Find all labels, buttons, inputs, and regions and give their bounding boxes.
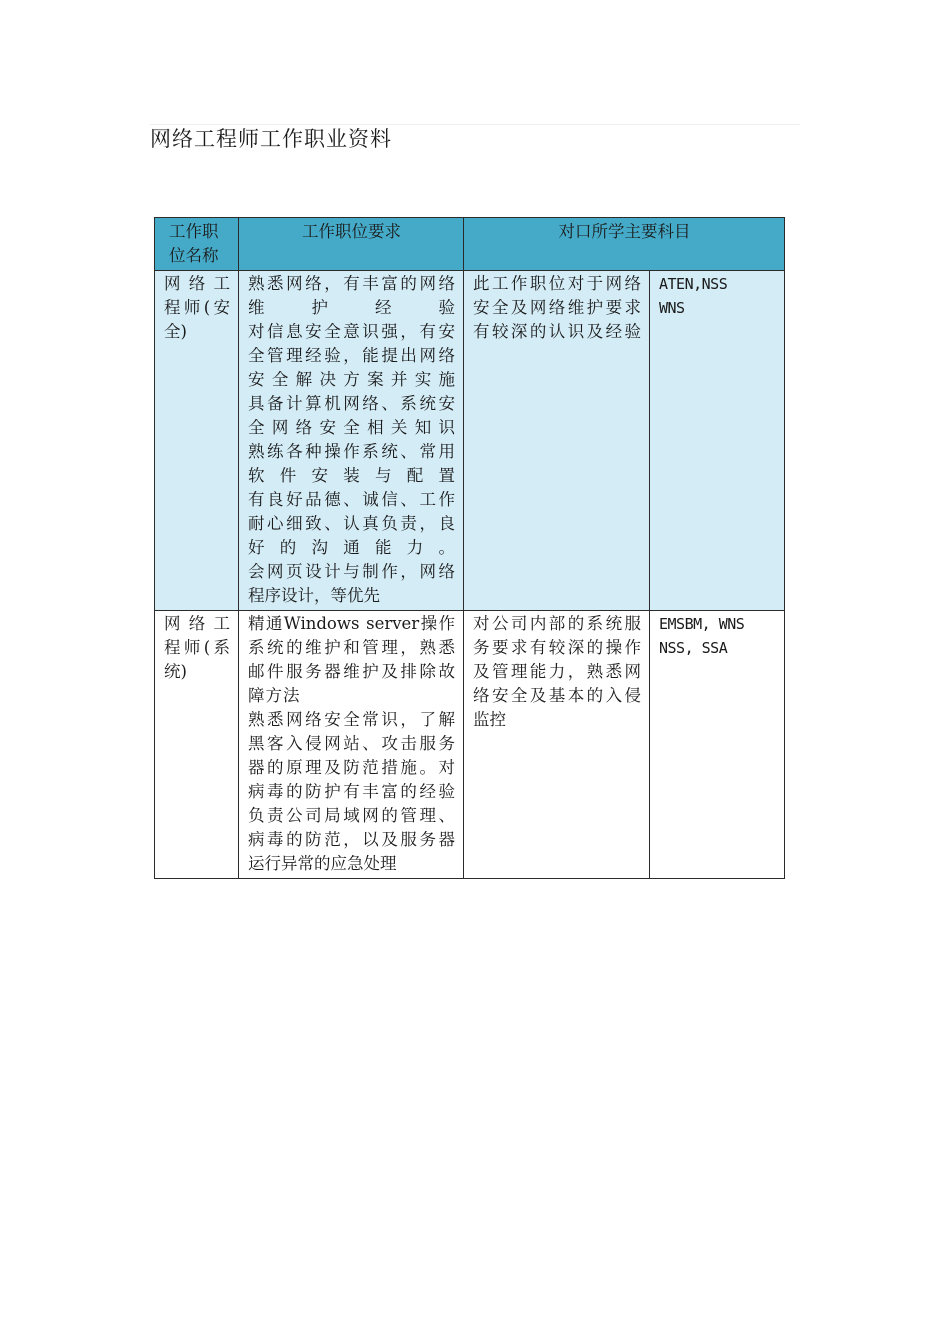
requirement-line: 全管理经验，能提出网络 (248, 346, 455, 365)
subject-codes-line: ATEN,NSS (659, 275, 728, 293)
header-position-name-line: 位名称 (169, 246, 219, 265)
requirements-cell (239, 271, 464, 611)
position-name-line: 程师(安 (164, 298, 230, 317)
requirement-line: 耐心细致、认真负责，良 (248, 514, 455, 533)
requirement-line: 障方法 (248, 686, 301, 705)
position-name-line: 网 络 工 (164, 274, 230, 293)
requirement-line: 熟悉网络，有丰富的网络 (248, 274, 455, 293)
career-table (154, 217, 785, 879)
subject-description-line: 此工作职位对于网络 (473, 274, 641, 293)
position-name-line: 网 络 工 (164, 614, 230, 633)
requirement-line: 全网络安全相关知识 (248, 418, 455, 437)
requirement-line: 程序设计，等优先 (248, 586, 380, 605)
position-name-cell (155, 271, 239, 611)
requirement-line: 系统的维护和管理，熟悉 (248, 638, 455, 657)
subject-description-line: 监控 (473, 710, 506, 729)
position-name-cell (155, 611, 239, 879)
requirement-line: 熟练各种操作系统、常用 (248, 442, 455, 461)
subject-description-line: 络安全及基本的入侵 (473, 686, 641, 705)
table-row (155, 611, 785, 879)
subject-description-cell (464, 611, 650, 879)
requirement-line: 邮件服务器维护及排除故 (248, 662, 455, 681)
subject-description-line: 安全及网络维护要求 (473, 298, 641, 317)
subject-description-line: 对公司内部的系统服 (473, 614, 641, 633)
requirement-line: 病毒的防护有丰富的经验 (248, 782, 455, 801)
subject-description-cell (464, 271, 650, 611)
requirements-cell (239, 611, 464, 879)
subject-codes-line: NSS, SSA (659, 639, 728, 657)
requirement-line: 病毒的防范，以及服务器 (248, 830, 455, 849)
position-name-line: 统) (164, 662, 187, 681)
requirement-line: 安全解决方案并实施 (248, 370, 455, 389)
header-requirements: 工作职位要求 (239, 218, 464, 271)
requirement-line: 熟悉网络安全常识，了解 (248, 710, 455, 729)
table-row (155, 271, 785, 611)
requirement-line: 软件安装与配置 (248, 466, 455, 485)
header-subjects: 对口所学主要科目 (464, 218, 785, 271)
subject-codes-line: EMSBM, WNS (659, 615, 745, 633)
subject-codes-line: WNS (659, 299, 685, 317)
subject-description-line: 务要求有较深的操作 (473, 638, 641, 657)
requirement-line: 黑客入侵网站、攻击服务 (248, 734, 455, 753)
header-position-name-line: 工作职 (169, 222, 219, 241)
document-title: 网络工程师工作职业资料 (150, 127, 392, 151)
requirement-line: 精通Windows server操作 (248, 614, 455, 633)
subject-description-line: 有较深的认识及经验 (473, 322, 641, 341)
requirement-line: 好的沟通能力。 (248, 538, 455, 557)
requirement-line: 具备计算机网络、系统安 (248, 394, 455, 413)
requirement-line: 运行异常的应急处理 (248, 854, 397, 873)
subject-codes-cell (650, 271, 785, 611)
subject-codes-cell (650, 611, 785, 879)
table-header-row (155, 218, 785, 271)
requirement-line: 有良好品德、诚信、工作 (248, 490, 455, 509)
requirement-line: 对信息安全意识强，有安 (248, 322, 455, 341)
requirement-line: 器的原理及防范措施。对 (248, 758, 455, 777)
position-name-line: 程师(系 (164, 638, 230, 657)
top-rule (150, 124, 800, 125)
position-name-line: 全) (164, 322, 187, 341)
requirement-line: 负责公司局域网的管理、 (248, 806, 455, 825)
requirement-line: 会网页设计与制作，网络 (248, 562, 455, 581)
header-position-name (155, 218, 239, 271)
requirement-line: 维 护 经 验 (248, 298, 455, 317)
subject-description-line: 及管理能力，熟悉网 (473, 662, 641, 681)
